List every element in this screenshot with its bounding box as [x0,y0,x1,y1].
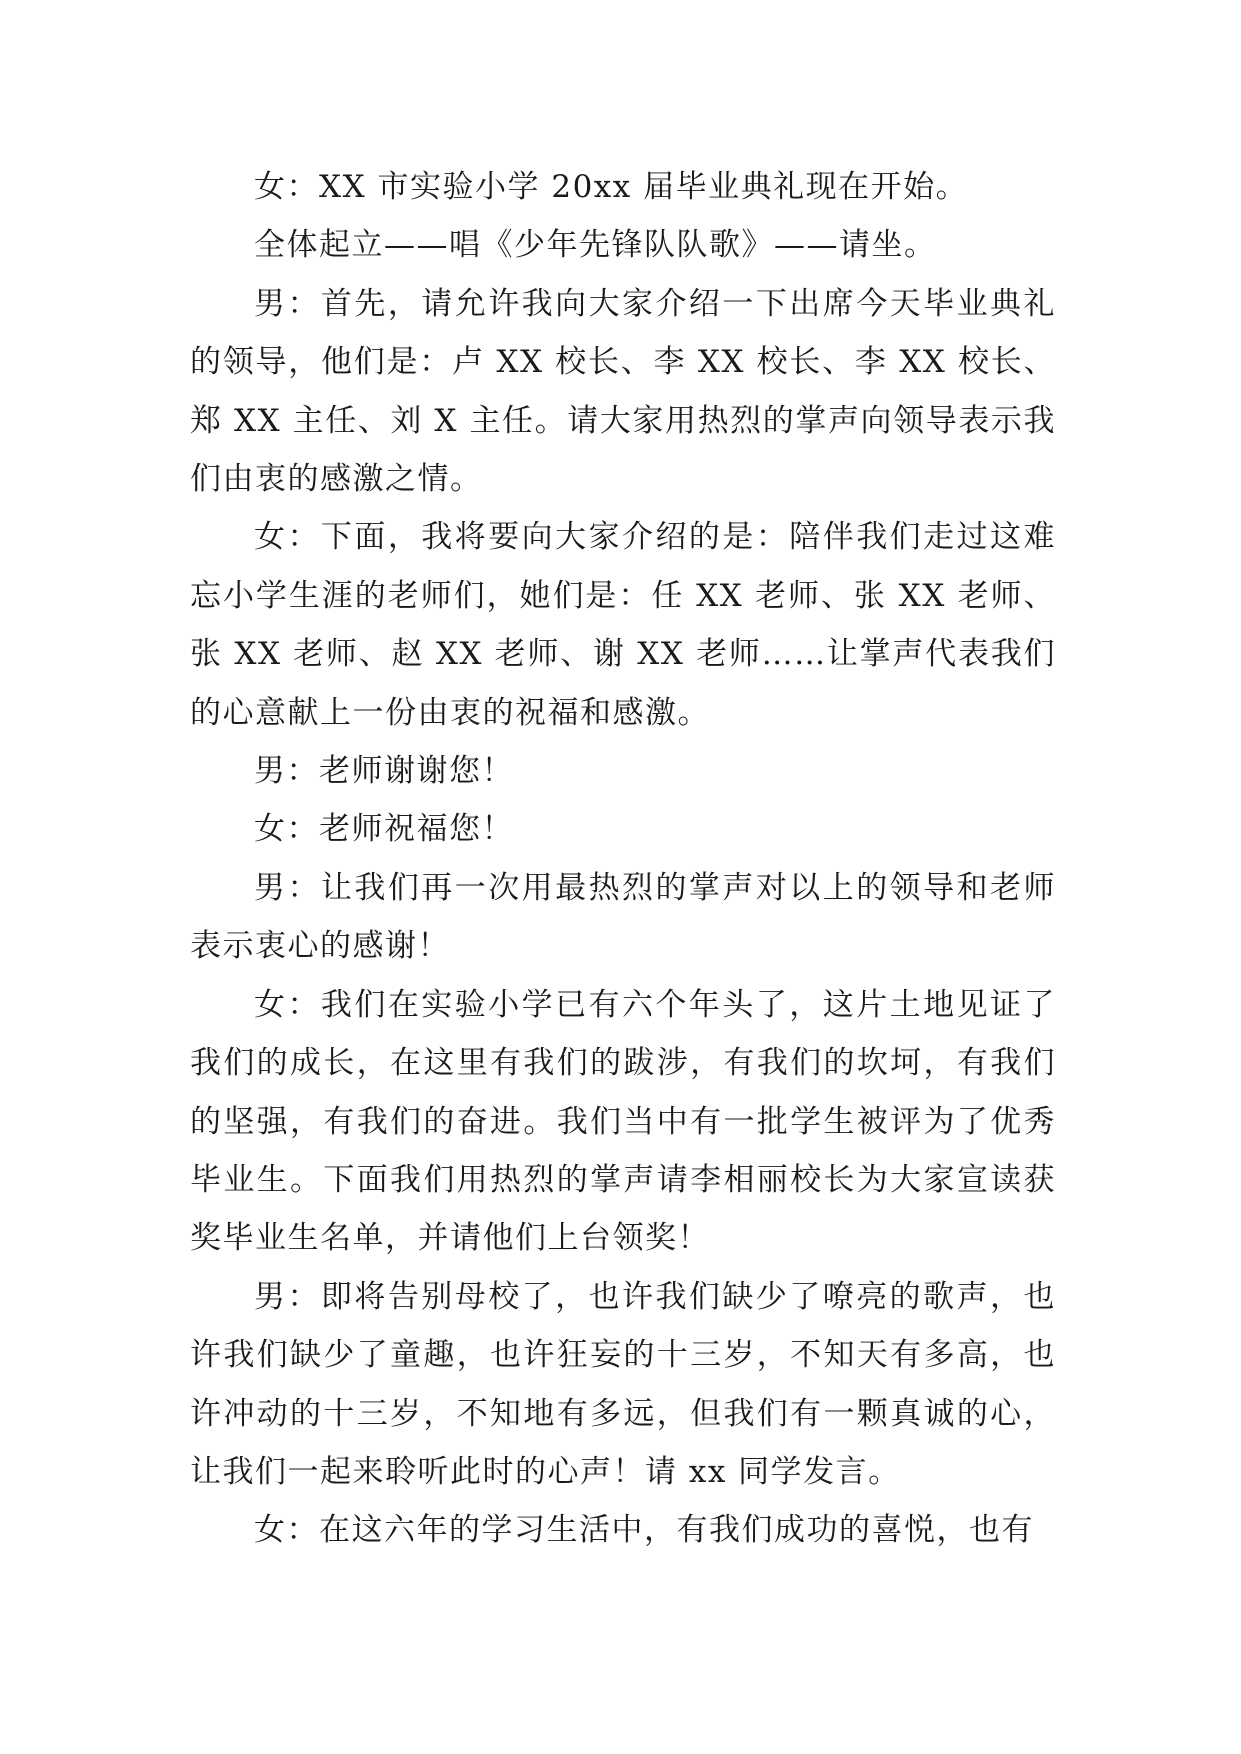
paragraph-anthem: 全体起立——唱《少年先锋队队歌》——请坐。 [254,227,937,264]
paragraph-farewell: 男：即将告别母校了，也许我们缺少了嘹亮的歌声，也许我们缺少了童趣，也许狂妄的十三岁，不知天有多高，也许冲动的十三岁，不知地有多远，但我们有一颗真诚的心，让我们一起来聆听此时的心声！请 xx 同学发言。 [190,1278,1056,1490]
paragraph-thanks: 男：老师谢谢您！ [254,753,514,790]
paragraph-leaders: 男：首先，请允许我向大家介绍一下出席今天毕业典礼的领导，他们是：卢 XX 校长、李 XX 校长、李 XX 校长、郑 XX 主任、刘 X 主任。请大家用热烈的掌声向领导表示我们由衷的感激之情。 [190,285,1056,498]
paragraph-teachers: 女：下面，我将要向大家介绍的是：陪伴我们走过这难忘小学生涯的老师们，她们是：任 XX 老师、张 XX 老师、张 XX 老师、赵 XX 老师、谢 XX 老师……让掌声代表我们的心意献上一份由衷的祝福和感激。 [190,519,1056,731]
paragraph-closing: 女：在这六年的学习生活中，有我们成功的喜悦，也有 [254,1512,1034,1549]
document-body [190,158,1056,1560]
paragraph-opening: 女：XX 市实验小学 20xx 届毕业典礼现在开始。 [254,169,969,205]
paragraph-applause: 男：让我们再一次用最热烈的掌声对以上的领导和老师表示衷心的感谢！ [190,869,1056,965]
paragraph-blessing: 女：老师祝福您！ [254,811,514,848]
paragraph-awards: 女：我们在实验小学已有六个年头了，这片土地见证了我们的成长，在这里有我们的跋涉，有我们的坎坷，有我们的坚强，有我们的奋进。我们当中有一批学生被评为了优秀毕业生。下面我们用热烈的掌声请李相丽校长为大家宣读获奖毕业生名单，并请他们上台领奖！ [190,986,1056,1257]
